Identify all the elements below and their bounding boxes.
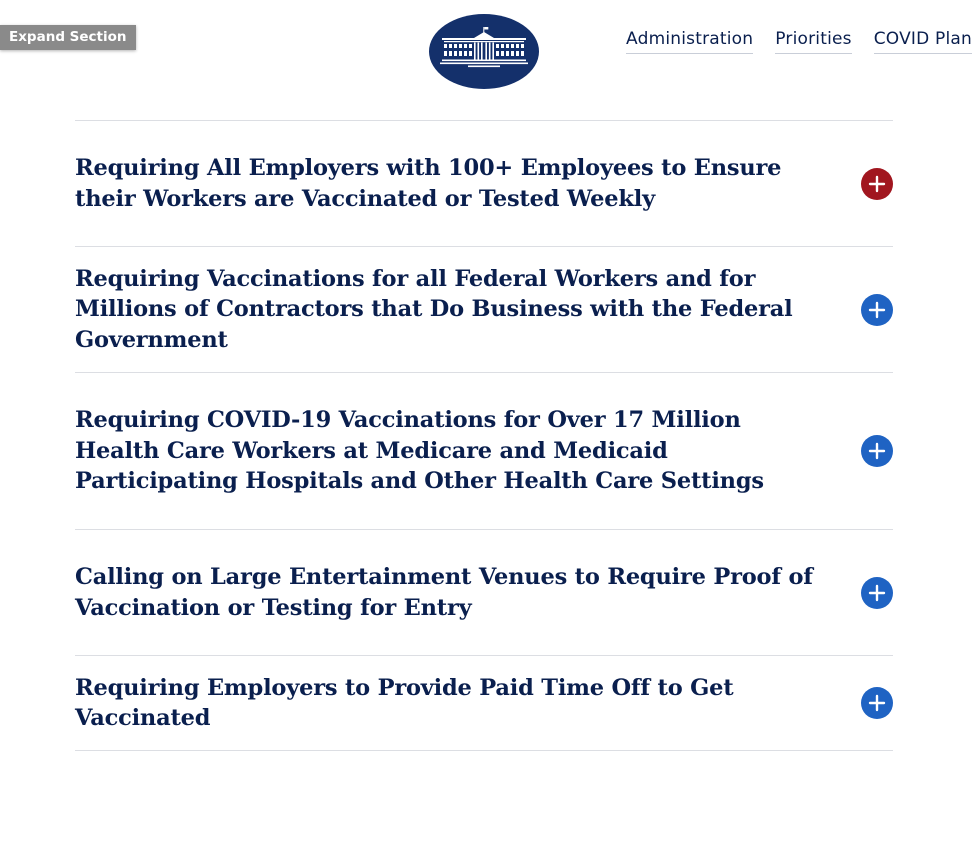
- accordion-item[interactable]: [75, 656, 893, 751]
- expand-section-tooltip: Expand Section: [0, 25, 136, 50]
- accordion-item[interactable]: [75, 530, 893, 656]
- plus-icon: [868, 442, 886, 460]
- top-nav: [626, 29, 972, 54]
- accordion-item[interactable]: [75, 247, 893, 373]
- accordion: [75, 120, 893, 751]
- accordion-item-title[interactable]: Requiring Vaccinations for all Federal Workers and for Millions of Contractors that Do Business with the Federal Government: [75, 265, 793, 353]
- nav-link-administration[interactable]: Administration: [626, 29, 753, 54]
- accordion-item-title[interactable]: Requiring All Employers with 100+ Employees to Ensure their Workers are Vaccinated or Tested Weekly: [75, 155, 782, 212]
- white-house-icon: [428, 13, 540, 90]
- plus-icon: [868, 584, 886, 602]
- accordion-item-title[interactable]: Calling on Large Entertainment Venues to Require Proof of Vaccination or Testing for Entry: [75, 564, 813, 621]
- accordion-item-title[interactable]: Requiring COVID-19 Vaccinations for Over 17 Million Health Care Workers at Medicare and Medicaid Participating Hospitals and Other Health Care Settings: [75, 407, 764, 495]
- nav-link-priorities[interactable]: Priorities: [775, 29, 851, 54]
- nav-link-covid-plan[interactable]: COVID Plan: [874, 29, 972, 54]
- accordion-item[interactable]: [75, 373, 893, 530]
- expand-toggle-button[interactable]: [861, 687, 893, 719]
- expand-toggle-button[interactable]: [861, 168, 893, 200]
- plus-icon: [868, 694, 886, 712]
- plus-icon: [868, 301, 886, 319]
- expand-toggle-button[interactable]: [861, 294, 893, 326]
- accordion-item[interactable]: [75, 121, 893, 247]
- expand-toggle-button[interactable]: [861, 577, 893, 609]
- accordion-item-title[interactable]: Requiring Employers to Provide Paid Time Off to Get Vaccinated: [75, 674, 734, 731]
- plus-icon: [868, 175, 886, 193]
- white-house-logo[interactable]: [428, 13, 540, 90]
- expand-toggle-button[interactable]: [861, 435, 893, 467]
